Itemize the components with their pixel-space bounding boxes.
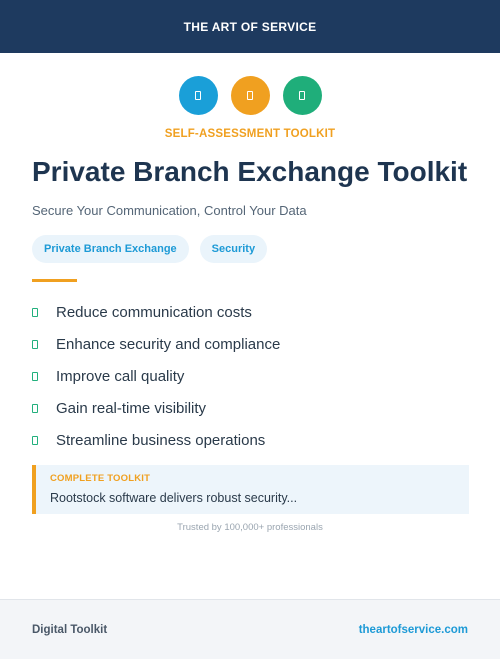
page-title: Private Branch Exchange Toolkit bbox=[32, 156, 468, 187]
toolkit-callout bbox=[32, 465, 469, 514]
feature-item bbox=[32, 360, 280, 392]
page-subtitle: Secure Your Communication, Control Your Data bbox=[32, 203, 307, 218]
feature-text: Gain real-time visibility bbox=[56, 399, 207, 417]
document-glyph-icon bbox=[247, 91, 253, 100]
header-title: THE ART OF SERVICE bbox=[183, 19, 317, 34]
feature-text: Enhance security and compliance bbox=[56, 335, 281, 353]
tag-list bbox=[32, 235, 267, 263]
document-glyph-icon bbox=[299, 91, 305, 100]
trusted-note: Trusted by 100,000+ professionals bbox=[177, 522, 323, 533]
footer-website-link[interactable]: theartofservice.com bbox=[358, 623, 468, 636]
callout-text: Rootstock software delivers robust security... bbox=[50, 491, 298, 505]
toolkit-label: SELF-ASSESSMENT TOOLKIT bbox=[164, 128, 336, 140]
check-icon bbox=[32, 340, 38, 349]
check-icon bbox=[32, 436, 38, 445]
feature-item bbox=[32, 424, 280, 456]
header-bar bbox=[0, 0, 500, 53]
callout-label: COMPLETE TOOLKIT bbox=[50, 473, 151, 484]
footer-bar bbox=[0, 599, 500, 659]
blue-circle-icon bbox=[179, 76, 218, 115]
document-glyph-icon bbox=[195, 91, 201, 100]
accent-divider bbox=[32, 279, 77, 282]
feature-item bbox=[32, 392, 280, 424]
check-icon bbox=[32, 372, 38, 381]
check-icon bbox=[32, 308, 38, 317]
tag-private-branch-exchange[interactable]: Private Branch Exchange bbox=[32, 235, 189, 263]
orange-circle-icon bbox=[231, 76, 270, 115]
green-circle-icon bbox=[283, 76, 322, 115]
feature-text: Streamline business operations bbox=[56, 431, 266, 449]
icon-row bbox=[0, 76, 500, 115]
footer-label: Digital Toolkit bbox=[32, 623, 108, 636]
feature-text: Reduce communication costs bbox=[56, 303, 252, 321]
feature-item bbox=[32, 328, 280, 360]
feature-list bbox=[32, 296, 280, 456]
feature-text: Improve call quality bbox=[56, 367, 185, 385]
tag-security[interactable]: Security bbox=[200, 235, 267, 263]
feature-item bbox=[32, 296, 280, 328]
check-icon bbox=[32, 404, 38, 413]
